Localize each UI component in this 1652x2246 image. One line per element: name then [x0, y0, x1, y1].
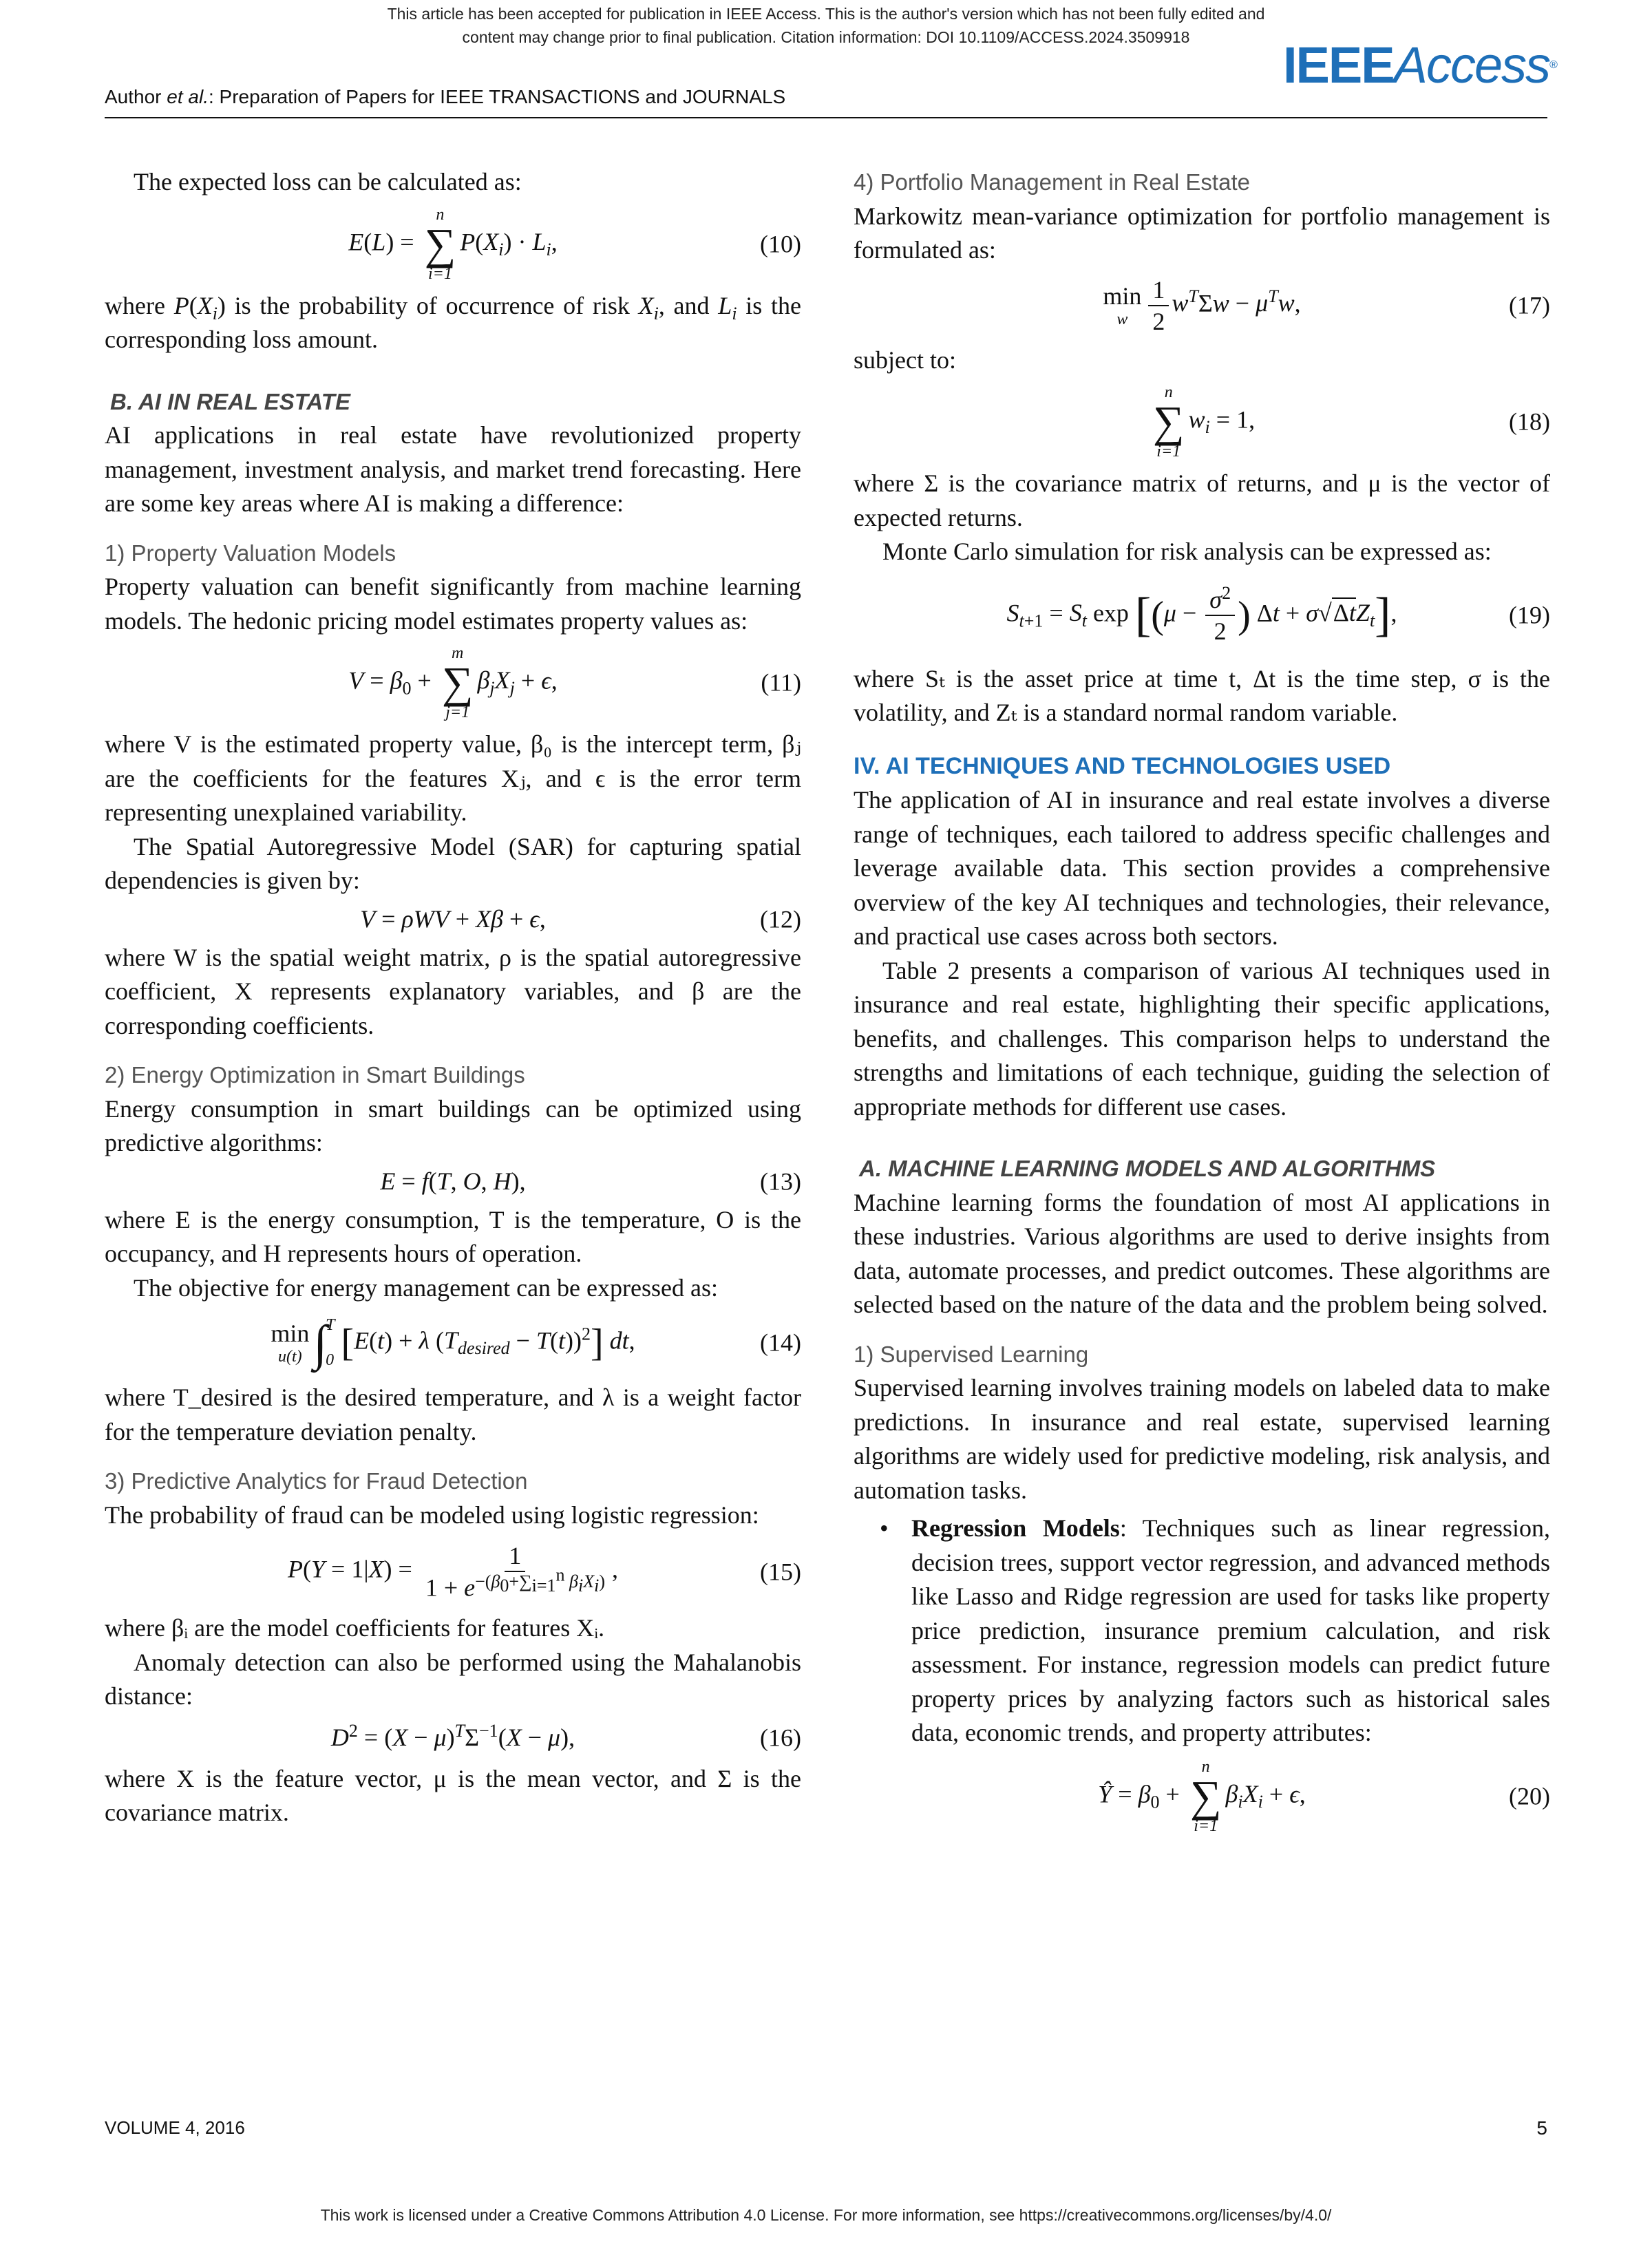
- paragraph: The probability of fraud can be modeled using logistic regression:: [105, 1501, 759, 1529]
- paragraph: Supervised learning involves training models on labeled data to make predictions. In insurance and real estate, supervised learning algorithms are widely used for predictive modeling, risk analysis, and automation tasks.: [854, 1374, 1550, 1504]
- equation-10: E(L) = n ∑ i=1 $P(X_i) \cdot L_i$, (10): [348, 205, 801, 283]
- section-heading-a: A. MACHINE LEARNING MODELS AND ALGORITHMS: [859, 1156, 1436, 1181]
- equation-15: P(Y = 1|X) = $\frac{1}{1 + e^{-(\beta_0+\sum_{i=1}^n \beta_iX_i)}}$ , (15): [288, 1542, 801, 1602]
- paragraph: Machine learning forms the foundation of most AI applications in these industries. Various algorithms are used to derive insights from data, automate processes, and predict outcomes. These algorithms are selected based on the nature of the data and the problem being solved.: [854, 1188, 1550, 1318]
- subsection-heading: 1) Property Valuation Models: [105, 540, 396, 566]
- equation-11: $V = \beta_0$ + m ∑ j=1 $\beta_jX_j + \epsilon$, (11): [348, 644, 801, 721]
- paragraph: where T_desired is the desired temperature, and λ is a weight factor for the temperature deviation penalty.: [105, 1384, 801, 1445]
- publication-notice-line2: content may change prior to final publication. Citation information: DOI 10.1109/ACCESS.2024.3509918: [462, 28, 1190, 46]
- left-column: [105, 165, 801, 1830]
- paragraph: Monte Carlo simulation for risk analysis can be expressed as:: [882, 538, 1492, 565]
- paragraph: where Σ is the covariance matrix of returns, and μ is the vector of expected returns.: [854, 469, 1550, 531]
- equation-20: Ŷ = $\beta_0$ + n ∑ i=1 $\beta_iX_i + \epsilon$, (20): [1098, 1758, 1550, 1835]
- section-heading-b: B. AI IN REAL ESTATE: [110, 388, 350, 414]
- paragraph: subject to:: [854, 346, 956, 374]
- paragraph: where Sₜ is the asset price at time t, Δt is the time step, σ is the volatility, and Zₜ is a standard normal random variable.: [854, 664, 1550, 726]
- paragraph: Markowitz mean-variance optimization for portfolio management is formulated as:: [854, 202, 1550, 264]
- subsection-heading: 2) Energy Optimization in Smart Buildings: [105, 1062, 525, 1088]
- subsection-heading: 4) Portfolio Management in Real Estate: [854, 169, 1250, 195]
- footer-volume: VOLUME 4, 2016: [105, 2117, 245, 2138]
- paragraph: The expected loss can be calculated as:: [134, 168, 522, 195]
- list-item: • Regression Models: Techniques such as linear regression, decision trees, support vector regression, and advanced methods like Lasso and Ridge regression are used for tasks like property price prediction, insurance premium calculation, and risk assessment. For instance, regression models can predict future property prices by analyzing factors such as historical sales data, economic trends, and property attributes:: [854, 1512, 1550, 1750]
- header-rule: [105, 117, 1547, 118]
- paragraph: Energy consumption in smart buildings can be optimized using predictive algorithms:: [105, 1094, 801, 1156]
- equation-18: n ∑ i=1 $w_i = 1$, (18): [1152, 383, 1550, 460]
- equation-19: $S_{t+1} = S_t$ exp [(μ − $\frac{\sigma^2}{2}$ ) Δt + σ√ΔtZ$_t$], (19): [1006, 583, 1550, 645]
- paragraph: where V is the estimated property value, β₀ is the intercept term, βⱼ are the coefficients for the features Xⱼ, and ϵ is the error term representing unexplained variability.: [105, 730, 801, 826]
- paragraph: Table 2 presents a comparison of various AI techniques used in insurance and real estate, highlighting their specific applications, benefits, and challenges. This comparison helps to understand the strengths and limitations of each technique, guiding the selection of appropriate methods for different use cases.: [854, 956, 1550, 1121]
- paragraph: Property valuation can benefit significantly from machine learning models. The hedonic pricing model estimates property values as:: [105, 573, 801, 635]
- paragraph: where E is the energy consumption, T is the temperature, O is the occupancy, and H represents hours of operation.: [105, 1205, 801, 1267]
- right-column: [854, 165, 1550, 1843]
- equation-16: $D^2 = (X - \mu)^T\Sigma^{-1}(X - \mu)$, (16): [330, 1720, 801, 1751]
- equation-17: min w $\frac{1}{2}$ $w^T\Sigma w - \mu^Tw$, (17): [1103, 275, 1550, 335]
- paragraph: AI applications in real estate have revolutionized property management, investment analysis, and market trend forecasting. Here are some key areas where AI is making a difference:: [105, 421, 801, 517]
- license-notice: This work is licensed under a Creative Commons Attribution 4.0 License. For more information, see https://creativecommons.org/licenses/by/4.0/: [320, 2206, 1332, 2224]
- paragraph: where βᵢ are the model coefficients for features Xᵢ.: [105, 1614, 605, 1642]
- bullet-list: [854, 1512, 1550, 1750]
- paragraph: where W is the spatial weight matrix, ρ is the spatial autoregressive coefficient, X represents explanatory variables, and β are the corresponding coefficients.: [105, 943, 801, 1039]
- equation-13: E = f(T, O, H), (13): [380, 1167, 801, 1195]
- equation-14: min u(t) ∫ T 0 [E(t) + λ $(T_{desired} - T(t))^2$] dt, (14): [271, 1315, 801, 1370]
- paragraph: The Spatial Autoregressive Model (SAR) for capturing spatial dependencies is given by:: [105, 832, 801, 894]
- paragraph: The objective for energy management can be expressed as:: [134, 1273, 718, 1302]
- publication-notice-line1: This article has been accepted for publication in IEEE Access. This is the author's version which has not been fully edited and: [387, 5, 1265, 23]
- ieee-access-logo: IEEEAccess®: [1283, 36, 1558, 94]
- running-head: Author et al.: Preparation of Papers for IEEE TRANSACTIONS and JOURNALS: [105, 86, 786, 107]
- paragraph: where X is the feature vector, μ is the mean vector, and Σ is the covariance matrix.: [105, 1764, 801, 1826]
- paragraph: where $P(X_i)$ is the probability of occurrence of risk $X_i$, and $L_i$ is the corresponding loss amount.: [105, 291, 802, 353]
- subsection-heading: 3) Predictive Analytics for Fraud Detection: [105, 1468, 528, 1494]
- paragraph: The application of AI in insurance and real estate involves a diverse range of techniques, each tailored to address specific challenges and leverage available data. This section provides a comprehensive overview of the key AI techniques and technologies, their relevance, and practical use cases across both sectors.: [854, 786, 1550, 950]
- paragraph: Anomaly detection can also be performed using the Mahalanobis distance:: [105, 1648, 801, 1710]
- section-heading-iv: IV. AI TECHNIQUES AND TECHNOLOGIES USED: [854, 752, 1391, 779]
- page-number: 5: [1536, 2117, 1547, 2139]
- subsection-heading: 1) Supervised Learning: [854, 1341, 1089, 1367]
- equation-12: V = ρWV + Xβ + ϵ, (12): [360, 904, 801, 933]
